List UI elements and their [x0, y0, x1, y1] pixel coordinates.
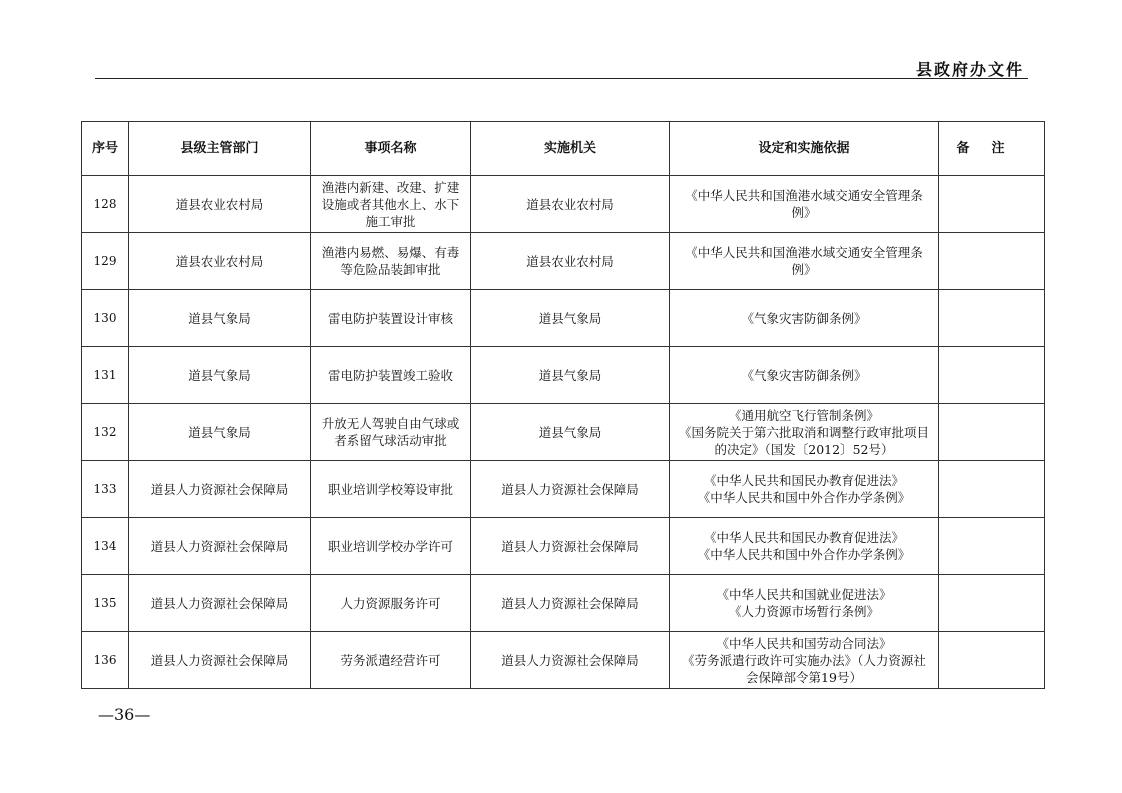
basis-line: 《中华人民共和国渔港水域交通安全管理条例》 — [685, 188, 923, 220]
cell-agency: 道县农业农村局 — [471, 233, 670, 290]
header-rule — [95, 78, 1028, 79]
cell-serial: 129 — [82, 233, 129, 290]
basis-line: 《中华人民共和国渔港水域交通安全管理条例》 — [685, 245, 923, 277]
column-header-agency: 实施机关 — [471, 122, 670, 176]
basis-line: 《气象灾害防御条例》 — [741, 367, 867, 383]
cell-agency: 道县气象局 — [471, 290, 670, 347]
cell-basis — [670, 347, 939, 404]
column-header-serial: 序号 — [82, 122, 129, 176]
cell-department: 道县人力资源社会保障局 — [129, 575, 311, 632]
cell-department: 道县气象局 — [129, 290, 311, 347]
cell-basis — [670, 233, 939, 290]
cell-serial: 134 — [82, 518, 129, 575]
cell-serial: 136 — [82, 632, 129, 689]
cell-department: 道县人力资源社会保障局 — [129, 461, 311, 518]
column-header-item-name: 事项名称 — [311, 122, 471, 176]
cell-serial: 132 — [82, 404, 129, 461]
cell-agency: 道县农业农村局 — [471, 176, 670, 233]
cell-serial: 130 — [82, 290, 129, 347]
cell-agency: 道县气象局 — [471, 347, 670, 404]
cell-item-name: 渔港内新建、改建、扩建设施或者其他水上、水下施工审批 — [311, 176, 471, 233]
basis-line: 《中华人民共和国民办教育促进法》 — [703, 530, 904, 545]
cell-department: 道县人力资源社会保障局 — [129, 518, 311, 575]
cell-remark — [939, 404, 1045, 461]
cell-department: 道县气象局 — [129, 347, 311, 404]
column-header-remark: 备注 — [939, 122, 1045, 176]
basis-line: 《中华人民共和国中外合作办学条例》 — [697, 490, 911, 505]
cell-basis — [670, 575, 939, 632]
cell-serial: 128 — [82, 176, 129, 233]
table-row — [82, 176, 1045, 233]
cell-serial: 135 — [82, 575, 129, 632]
table-row — [82, 632, 1045, 689]
cell-remark — [939, 518, 1045, 575]
cell-agency: 道县人力资源社会保障局 — [471, 461, 670, 518]
table-row — [82, 290, 1045, 347]
basis-line: 《劳务派遣行政许可实施办法》（人力资源社会保障部令第19号） — [682, 652, 926, 685]
basis-line: 《人力资源市场暂行条例》 — [728, 604, 879, 619]
basis-line: 《气象灾害防御条例》 — [741, 310, 867, 326]
table-row — [82, 347, 1045, 404]
column-header-department: 县级主管部门 — [129, 122, 311, 176]
cell-remark — [939, 347, 1045, 404]
cell-item-name: 职业培训学校筹设审批 — [311, 461, 471, 518]
cell-item-name: 升放无人驾驶自由气球或者系留气球活动审批 — [311, 404, 471, 461]
cell-department: 道县农业农村局 — [129, 233, 311, 290]
column-header-basis: 设定和实施依据 — [670, 122, 939, 176]
basis-line: 《中华人民共和国民办教育促进法》 — [703, 473, 904, 488]
cell-agency: 道县人力资源社会保障局 — [471, 632, 670, 689]
basis-line: 《中华人民共和国就业促进法》 — [716, 587, 892, 602]
cell-remark — [939, 176, 1045, 233]
cell-remark — [939, 461, 1045, 518]
cell-item-name: 人力资源服务许可 — [311, 575, 471, 632]
cell-serial: 131 — [82, 347, 129, 404]
cell-remark — [939, 233, 1045, 290]
cell-basis — [670, 518, 939, 575]
approval-items-table — [81, 121, 1045, 689]
cell-basis — [670, 176, 939, 233]
cell-department: 道县气象局 — [129, 404, 311, 461]
cell-remark — [939, 632, 1045, 689]
cell-item-name: 渔港内易燃、易爆、有毒等危险品装卸审批 — [311, 233, 471, 290]
cell-basis — [670, 290, 939, 347]
basis-line: 《通用航空飞行管制条例》 — [728, 407, 879, 423]
basis-line: 《国务院关于第六批取消和调整行政审批项目的决定》（国发〔2012〕52号） — [678, 424, 929, 457]
cell-remark — [939, 290, 1045, 347]
cell-remark — [939, 575, 1045, 632]
cell-serial: 133 — [82, 461, 129, 518]
table-row — [82, 461, 1045, 518]
cell-item-name: 劳务派遣经营许可 — [311, 632, 471, 689]
table-row — [82, 575, 1045, 632]
cell-basis — [670, 632, 939, 689]
cell-department: 道县农业农村局 — [129, 176, 311, 233]
cell-agency: 道县气象局 — [471, 404, 670, 461]
basis-line: 《中华人民共和国劳动合同法》 — [716, 635, 892, 651]
table-row — [82, 404, 1045, 461]
cell-basis — [670, 461, 939, 518]
cell-basis — [670, 404, 939, 461]
table-header-row — [82, 122, 1045, 176]
cell-item-name: 雷电防护装置设计审核 — [311, 290, 471, 347]
cell-item-name: 职业培训学校办学许可 — [311, 518, 471, 575]
table-row — [82, 233, 1045, 290]
page-number: —36— — [98, 705, 151, 724]
basis-line: 《中华人民共和国中外合作办学条例》 — [697, 547, 911, 562]
cell-item-name: 雷电防护装置竣工验收 — [311, 347, 471, 404]
cell-department: 道县人力资源社会保障局 — [129, 632, 311, 689]
cell-agency: 道县人力资源社会保障局 — [471, 575, 670, 632]
table-row — [82, 518, 1045, 575]
cell-agency: 道县人力资源社会保障局 — [471, 518, 670, 575]
document-header-title: 县政府办文件 — [915, 60, 1024, 79]
